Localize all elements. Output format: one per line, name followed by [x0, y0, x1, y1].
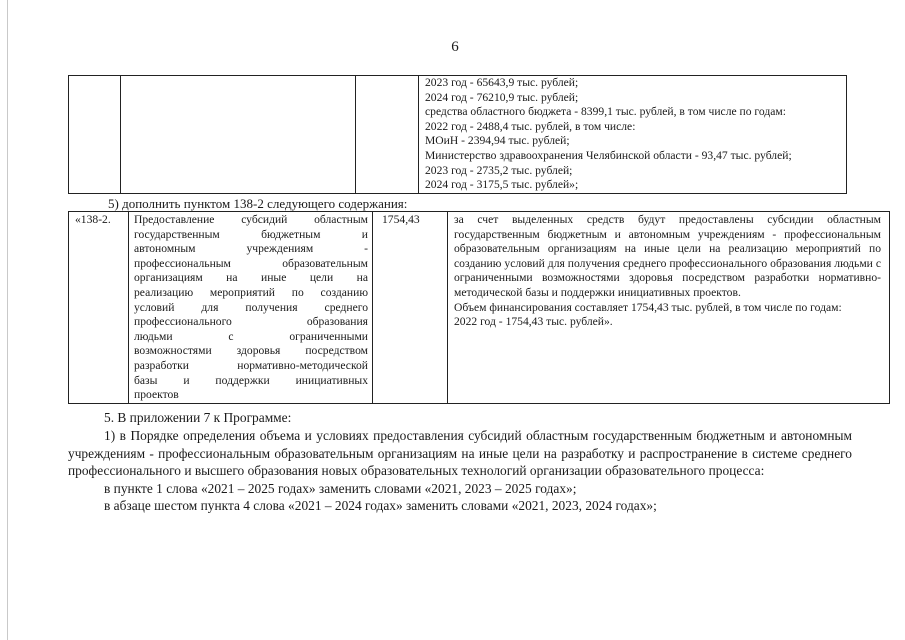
scan-left-edge [7, 0, 8, 640]
item-name-line: возможностями здоровья посредством [134, 344, 368, 358]
table-row [69, 76, 847, 194]
item-name-line: разработки нормативно-методической [134, 358, 368, 372]
item-name-line: профессиональным образовательным [134, 256, 368, 270]
section-heading: 5. В приложении 7 к Программе: [104, 410, 292, 425]
financing-text: Объем финансирования составляет 1754,43 тыс. рублей, в том числе по годам: [454, 300, 842, 314]
item-name-line: автономным учреждениям - [134, 242, 368, 256]
cell-name-empty [121, 76, 356, 194]
item-name-line: реализацию мероприятий по созданию [134, 285, 368, 299]
item-name-line: организациям на иные цели на [134, 271, 368, 285]
paragraph-1: 1) в Порядке определения объема и условиях предоставления субсидий областным государственным бюджетным и автономным учреждениям - профессиональным образовательным организациям на иные цели на разработку и распространение в системе среднего профессионального и высшего образования новых образовательных технологий организации образовательного процесса: [68, 428, 852, 478]
table-row [69, 212, 890, 404]
item-name-line: государственным бюджетным и [134, 227, 368, 241]
item-name-line: условий для получения среднего [134, 300, 368, 314]
table-item-138-2 [68, 211, 890, 404]
funding-line: 2024 год - 3175,5 тыс. рублей»; [425, 178, 579, 192]
item-amount: 1754,43 [373, 212, 448, 404]
amendment-item: в пункте 1 слова «2021 – 2025 годах» заменить словами «2021, 2023 – 2025 годах»; [104, 480, 577, 496]
item-name [129, 212, 373, 404]
item-description [448, 212, 890, 404]
funding-line: 2023 год - 2735,2 тыс. рублей; [425, 163, 573, 177]
item-name-line: профессионального образования [134, 315, 368, 329]
funding-line: 2023 год - 65643,9 тыс. рублей; [425, 76, 579, 89]
financing-year: 2022 год - 1754,43 тыс. рублей». [454, 315, 613, 329]
funding-line: 2022 год - 2488,4 тыс. рублей, в том числе: [425, 119, 636, 133]
table-continuation [68, 75, 847, 194]
amendment-item: в абзаце шестом пункта 4 слова «2021 – 2024 годах» заменить словами «2021, 2023, 2024 годах»; [104, 498, 657, 513]
funding-line: средства областного бюджета - 8399,1 тыс. рублей, в том числе по годам: [425, 105, 786, 119]
item-name-line: проектов [134, 388, 179, 402]
page-number: 6 [451, 39, 459, 55]
item-name-line: людьми с ограниченными [134, 329, 368, 343]
description-text: за счет выделенных средств будут предоставлены субсидии областным государственным бюджетным и автономным учреждениям - профессиональным образовательным организациям на иные цели на реализацию мероприятий по созданию условий для получения среднего профессионального образования людьми с ограниченными возможностями здоровья посредством разработки нормативно-методической базы и поддержки инициативных проектов. [454, 213, 881, 299]
funding-line: Министерство здравоохранения Челябинской области - 93,47 тыс. рублей; [425, 148, 792, 162]
insert-instruction: 5) дополнить пунктом 138-2 следующего содержания: [108, 196, 408, 211]
item-name-line: Предоставление субсидий областным [134, 213, 368, 226]
cell-funding-details [419, 76, 847, 194]
funding-line: МОиН - 2394,94 тыс. рублей; [425, 134, 570, 148]
cell-amount-empty [356, 76, 419, 194]
item-name-line: базы и поддержки инициативных [134, 373, 368, 387]
item-number: «138-2. [69, 212, 129, 404]
cell-number-empty [69, 76, 121, 194]
funding-line: 2024 год - 76210,9 тыс. рублей; [425, 90, 579, 104]
amendments-block [68, 427, 852, 515]
